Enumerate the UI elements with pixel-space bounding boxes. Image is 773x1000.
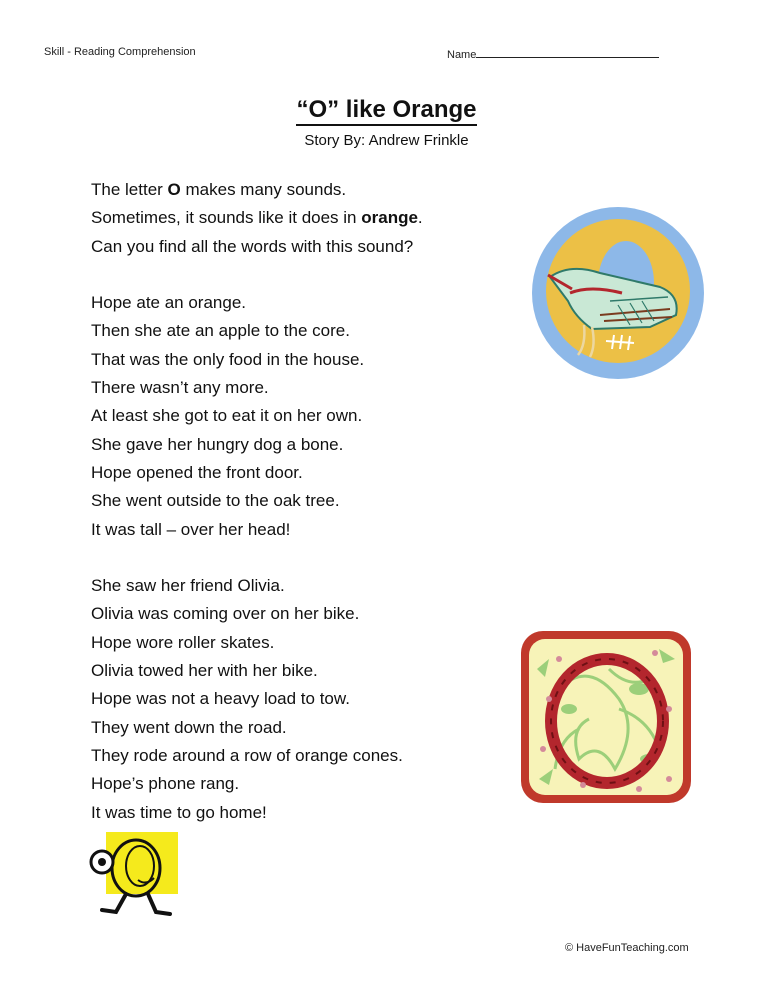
story-line: They rode around a row of orange cones. <box>91 745 403 765</box>
story-line: Hope opened the front door. <box>91 462 303 482</box>
intro-line-2: Sometimes, it sounds like it does in orange. <box>91 208 423 228</box>
story-line: Olivia was coming over on her bike. <box>91 604 360 624</box>
story-line: Hope’s phone rang. <box>91 774 240 794</box>
story-line: Hope ate an orange. <box>91 293 247 313</box>
story-line: Then she ate an apple to the core. <box>91 321 350 341</box>
story-line: She went outside to the oak tree. <box>91 491 340 511</box>
intro-line-1: The letter O makes many sounds. <box>91 180 347 199</box>
page-title: “O” like Orange <box>0 96 773 124</box>
blue-yellow-o-circle-icon <box>530 205 706 381</box>
story-line: At least she got to eat it on her own. <box>91 406 363 426</box>
decorative-o-tile-icon <box>519 629 693 805</box>
intro-line-3: Can you find all the words with this sound? <box>91 236 414 256</box>
story-line: There wasn’t any more. <box>91 378 269 398</box>
byline: Story By: Andrew Frinkle <box>304 132 469 149</box>
story-line: She saw her friend Olivia. <box>91 576 285 596</box>
story-line: It was time to go home! <box>91 802 267 822</box>
o-mascot-icon <box>86 830 186 922</box>
story-line: It was tall – over her head! <box>91 519 291 539</box>
name-label: Name <box>447 49 477 61</box>
story-line: That was the only food in the house. <box>91 349 365 369</box>
story-line: Olivia towed her with her bike. <box>91 661 318 681</box>
story-line: She gave her hungry dog a bone. <box>91 434 344 454</box>
skill-label: Skill - Reading Comprehension <box>44 46 196 58</box>
story-text <box>91 176 423 827</box>
story-line: Hope wore roller skates. <box>91 632 275 652</box>
copyright-footer: © HaveFunTeaching.com <box>565 942 689 954</box>
story-line: Hope was not a heavy load to tow. <box>91 689 350 709</box>
name-field <box>447 46 659 61</box>
story-line: They went down the road. <box>91 717 287 737</box>
name-blank-line <box>476 46 659 58</box>
